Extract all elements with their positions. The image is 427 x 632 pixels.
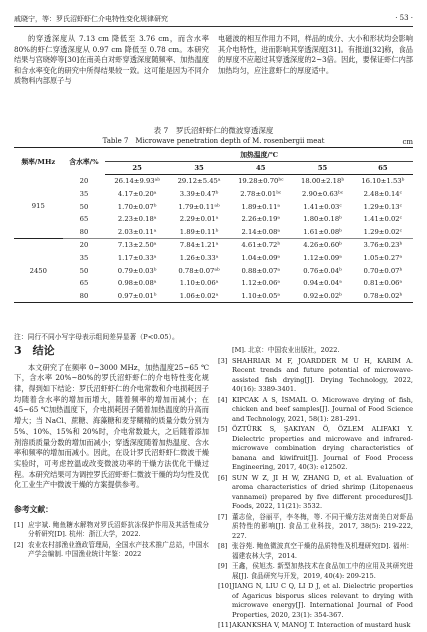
reference-number: [2] [14,540,24,549]
depth-value-cell: 3.39±0.47ᵇ [179,190,219,199]
table-row [14,239,413,252]
table-row [14,213,413,226]
reference-text: [M]. 北京：中国农业出版社，2022. [232,346,340,354]
header-rule [14,26,413,27]
reference-number [218,346,232,356]
right-column-top [218,34,413,76]
depth-value-cell: 1.17±0.33ᵃ [117,254,157,263]
depth-value-cell: 1.04±0.09ᵃ [241,254,281,263]
reference-item [218,357,413,395]
left-paragraph: 的穿透深度从 7.13 cm 降低至 3.76 cm，而含水率80%的虾仁穿透深度从 0.97 cm 降低至 0.78 cm。本研究结果与宫晓婷等[30]在南美白对虾穿透深度随频率、加热温度和含水率变化的研究中所得结果较一致。这可能是因为不同介质物料内部原子与 [14,34,209,86]
depth-value-cell: 0.78±0.02ᵇ [353,290,413,303]
reference-item [218,582,413,620]
reference-number: [8] [218,542,228,550]
depth-value-cell: 1.89±0.11ᵇ [179,227,219,236]
frequency-cell: 2450 [14,239,63,303]
reference-text: AKANKSHA V, MANOJ T. Interaction of mustard husk [232,621,411,629]
moisture-cell: 20 [63,239,106,252]
reference-item [218,513,413,542]
table-title-en: Table 7 Microwave penetration depth of M. rosenbergii meat [102,137,325,145]
reference-text: KIPCAK A S, İSMAİL O. Microwave drying of fish, chicken and beef samples[J]. Journal of Food Science and Technology, 2021, 58(1): 281-291. [232,395,413,423]
depth-value-cell: 1.05±0.27ᵃ [363,254,403,263]
table-row [14,188,413,201]
moisture-cell: 65 [79,279,89,288]
reference-text: 张谷苑. 鲍鱼微波真空干燥的品质特性及机理研究[D]. 福州：福建农林大学，2014. [232,542,413,560]
table-row [14,252,413,265]
depth-value-cell: 2.14±0.08ᵃ [241,227,281,236]
depth-value-cell: 1.79±0.11ᵃᵇ [178,202,220,211]
page-header [14,14,413,24]
table-row [14,200,413,213]
reference-list-right [218,346,413,631]
reference-number: [11] [218,621,232,629]
moisture-cell: 65 [79,215,89,224]
reference-text: ÖZTÜRK S, ŞAKIYAN Ö, ÖZLEM ALIFAKI Y. Dielectric properties and microwave and infrared-microwave combination drying characteristics of banana and kiwifruit[J]. Journal of Food Process Engineering, 2017, 40(3): e12502. [232,425,413,471]
depth-value-cell: 2.26±0.19ᵃ [241,215,281,224]
reference-item [218,542,413,561]
depth-value-cell: 7.84±1.21ᵃ [169,239,229,252]
depth-value-cell: 1.12±0.09ᵃ [303,254,342,263]
table-row [14,226,413,239]
moisture-cell: 50 [79,202,89,211]
reference-number: [3] [218,356,228,365]
depth-value-cell: 2.78±0.01ᵇᶜ [240,190,282,199]
depth-value-cell: 1.61±0.08ᵇ [303,227,342,236]
col-header-moisture: 含水率/% [63,148,106,175]
depth-value-cell: 0.92±0.02ᵇ [292,290,352,303]
depth-value-cell: 7.13±2.50ᵃ [105,239,169,252]
reference-text: SHAHRIAR M F, JOARDDER M U H, KARIM A. Recent trends and future potential of microwave-assisted fish drying[J]. Drying Technology, 2022, 40(16): 3389-3401. [232,356,413,393]
right-paragraph: 电磁波的相互作用力不同，样品的成分、大小和形状均会影响其介电特性，进而影响其穿透深度[31]。有报道[32]称，食品的厚度不应超过其穿透深度的2~3倍。因此，要保证虾仁内部加热均匀，应注意虾仁的厚度适中。 [218,34,413,75]
temp-header: 35 [169,161,229,175]
depth-value-cell: 4.26±0.60ᵇ [292,239,352,252]
reference-number: [10] [218,582,232,590]
conclusion-paragraph: 本文研究了在频率 0~3000 MHz，加热温度25~65 ℃下，含水率 20%~80%的罗氏沼虾虾仁的介电特性变化规律，得到如下结论：罗氏沼虾虾仁的介电常数和介电损耗因子均随着含水率的增加而增大，随着频率的增加而减小；在 45~65 ℃加热温度下，介电损耗因子随着加热温度的升高而增大；当 NaCl、蔗糖、海藻糖和麦芽糊精的质量分数分别为 5%、10%、15%和 20%时，介电常数最大，之后随着添加剂溶质质量分数的增加而减小；穿透深度随着加热温度、含水率和频率的增加而减小。因此，在设计罗氏沼虾虾仁微波干燥实验时，可考虑控温或改变微波功率的干燥方法优化干燥过程。本研究结果可为调控罗氏沼虾虾仁微波干燥的均匀性及优化工业生产中微波干燥的方案提供参考。 [14,362,209,490]
depth-value-cell: 2.23±0.18ᵃ [117,215,157,224]
table-row [14,175,413,188]
reference-number: [5] [218,425,228,433]
depth-value-cell: 0.97±0.01ᵇ [105,290,169,303]
moisture-cell: 35 [79,190,89,199]
reference-number: [9] [218,562,228,570]
penetration-depth-table [14,147,413,303]
table-row [14,264,413,277]
depth-value-cell: 0.70±0.07ᵇ [363,266,403,275]
references-heading: 参考文献： [14,505,53,515]
depth-value-cell: 0.78±0.07ᵃᵇ [178,266,220,275]
reference-item [14,521,209,540]
depth-value-cell: 0.98±0.08ᵃ [117,279,157,288]
depth-value-cell: 1.70±0.07ᵇ [117,202,157,211]
depth-value-cell: 2.48±0.14ᶜ [363,190,402,199]
moisture-cell: 35 [79,254,89,263]
reference-item [218,474,413,512]
reference-text: SUN W Z, JI H W, ZHANG D, et al. Evaluation of aroma characteristics of dried shrimp (Litopenaeus vannamei) prepared by five different procedures[J]. Foods, 2022, 11(21): 3532. [232,473,413,510]
moisture-cell: 50 [79,266,89,275]
depth-value-cell: 16.10±1.53ᵇ [361,177,405,186]
moisture-cell: 20 [79,177,89,186]
table-unit: cm [402,138,413,146]
reference-text: 王鑫，侯旭杰. 新型加热技术在食品加工中的应用及其研究进展[J]. 食品研究与开发，2019, 40(4): 209-215. [232,562,413,580]
depth-value-cell: 1.80±0.18ᵇ [303,215,342,224]
table-caption [14,126,413,146]
depth-value-cell: 0.81±0.06ᵃ [363,279,403,288]
table-row [14,290,413,303]
moisture-cell: 80 [79,227,89,236]
right-column-bottom [218,346,413,632]
reference-item [218,346,413,356]
temp-header: 65 [353,161,413,175]
reference-number: [1] [14,520,24,529]
depth-value-cell: 2.03±0.11ᵃ [117,227,157,236]
reference-number: [4] [218,395,228,404]
depth-value-cell: 1.26±0.33ᵃ [179,254,219,263]
depth-value-cell: 1.12±0.06ᵃ [241,279,281,288]
reference-text: 董志俭，谷丽平，李冬梅，等. 不同干燥方法对南美白对虾品质特性的影响[J]. 食品工业科技，2017, 38(5): 219-222, 227. [232,512,413,540]
depth-value-cell: 26.14±9.93ᵃᵇ [114,177,160,186]
temp-header: 45 [229,161,292,175]
depth-value-cell: 4.17±0.20ᵃ [117,190,157,199]
left-column-top [14,34,209,87]
reference-item [218,396,413,425]
reference-number: [7] [218,512,228,521]
depth-value-cell: 29.12±5.45ᵃ [177,177,221,186]
depth-value-cell: 0.76±0.04ᵇ [303,266,342,275]
depth-value-cell: 0.88±0.07ᵃ [241,266,281,275]
depth-value-cell: 19.28±0.70ᵇᶜ [238,177,284,186]
depth-value-cell: 1.06±0.02ᵃ [169,290,229,303]
depth-value-cell: 2.90±0.63ᵇᶜ [302,190,344,199]
reference-item [218,562,413,581]
table-title-cn: 表 7 罗氏沼虾虾仁的微波穿透深度 [153,126,274,135]
depth-value-cell: 1.10±0.05ᵃ [229,290,292,303]
depth-value-cell: 0.79±0.03ᵇ [117,266,157,275]
depth-value-cell: 1.29±0.13ᶜ [363,202,402,211]
reference-item [14,541,209,560]
depth-value-cell: 0.94±0.04ᵃ [303,279,342,288]
temp-header: 25 [105,161,169,175]
conclusion-heading: 3 结论 [14,344,55,357]
depth-value-cell: 3.76±0.23ᵇ [353,239,413,252]
table-note: 注：同行不同小写字母表示组间差异显著（P<0.05）。 [14,333,179,341]
depth-value-cell: 1.41±0.02ᶜ [363,215,402,224]
depth-value-cell: 1.29±0.02ᶜ [363,227,402,236]
table-row [14,277,413,290]
depth-value-cell: 1.41±0.03ᶜ [303,202,342,211]
depth-value-cell: 4.61±0.72ᵇ [229,239,292,252]
reference-text: 应宇斌. 鲍鱼糖水解物对罗氏沼虾抗冻保护作用及其活性成分分析研究[D]. 杭州：浙江大学，2022. [28,520,209,539]
col-header-frequency: 频率/MHz [14,148,63,175]
reference-list-left [14,521,209,560]
running-title: 戚晓宁，等：罗氏沼虾虾仁介电特性变化规律研究 [14,15,168,23]
reference-number: [6] [218,473,228,482]
depth-value-cell: 1.89±0.11ᵃ [241,202,281,211]
temp-header: 55 [292,161,352,175]
reference-text: JIANG N, LIU C Q, LI D J, et al. Dielectric properties of Agaricus bisporus slices relevant to drying with microwave energy[J]. International Journal of Food Properties, 2020, 23(1): 354-367. [232,582,413,619]
depth-value-cell: 2.29±0.01ᵃ [179,215,219,224]
reference-item [218,425,413,473]
depth-value-cell: 1.10±0.06ᵃ [179,279,219,288]
left-column-bottom [14,346,209,561]
reference-text: 农业农村部渔业渔政管理局，全国水产技术推广总站，中国水产学会编制. 中国渔业统计年鉴：2022 [28,540,209,559]
page-number: · 53 · [395,14,413,22]
reference-item [218,621,413,631]
depth-value-cell: 18.00±2.18ᵇ [301,177,345,186]
moisture-cell: 80 [63,290,106,303]
frequency-cell: 915 [14,175,63,239]
col-header-temperature: 加热温度/℃ [105,148,413,162]
